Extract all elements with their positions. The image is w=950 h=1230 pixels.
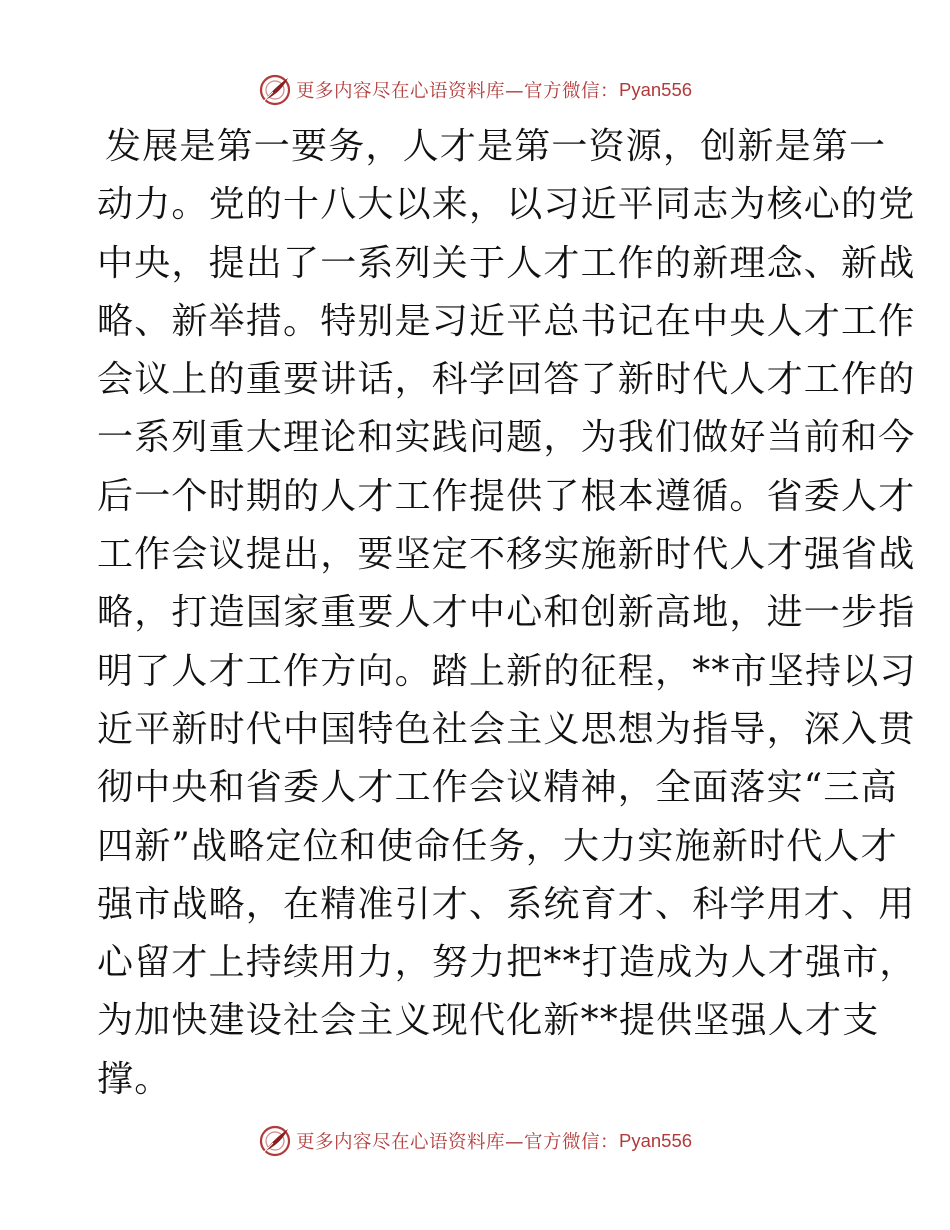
feather-quill-logo-icon [258,73,292,107]
document-body [97,118,917,1109]
text-line: 为加快建设社会主义现代化新**提供坚强人才支 [97,1000,880,1042]
text-line: 动力。党的十八大以来，以习近平同志为核心的党 [97,184,916,226]
text-line: 发展是第一要务，人才是第一资源，创新是第一 [105,126,887,167]
text-line: 中央，提出了一系列关于人才工作的新理念、新战 [97,242,916,284]
text-line: 近平新时代中国特色社会主义思想为指导，深入贯 [97,708,916,750]
text-line: 后一个时期的人才工作提供了根本遵循。省委人才 [97,475,916,517]
text-line: 略、新举措。特别是习近平总书记在中央人才工作 [97,300,916,342]
text-line: 撑。 [97,1058,172,1100]
text-line: 彻中央和省委人才工作会议精神，全面落实“三高 [97,767,898,809]
header-banner [0,70,950,110]
text-line: 心留才上持续用力，努力把**打造成为人才强市， [97,942,917,984]
text-line: 略，打造国家重要人才中心和创新高地，进一步指 [97,592,916,634]
text-line: 强市战略，在精准引才、系统育才、科学用才、用 [97,883,916,925]
wechat-id: Pyan556 [618,1130,693,1151]
wechat-id: Pyan556 [618,79,693,100]
text-line: 明了人才工作方向。踏上新的征程，**市坚持以习 [97,650,917,692]
banner-text: 更多内容尽在心语资料库—官方微信： [295,1132,619,1153]
footer-banner [0,1121,950,1161]
text-line: 工作会议提出，要坚定不移实施新时代人才强省战 [97,534,916,576]
text-line: 四新”战略定位和使命任务，大力实施新时代人才 [97,825,898,867]
feather-quill-logo-icon [258,1124,292,1158]
banner-text: 更多内容尽在心语资料库—官方微信： [295,81,619,102]
text-line: 会议上的重要讲话，科学回答了新时代人才工作的 [97,359,916,401]
text-line: 一系列重大理论和实践问题，为我们做好当前和今 [97,417,916,459]
